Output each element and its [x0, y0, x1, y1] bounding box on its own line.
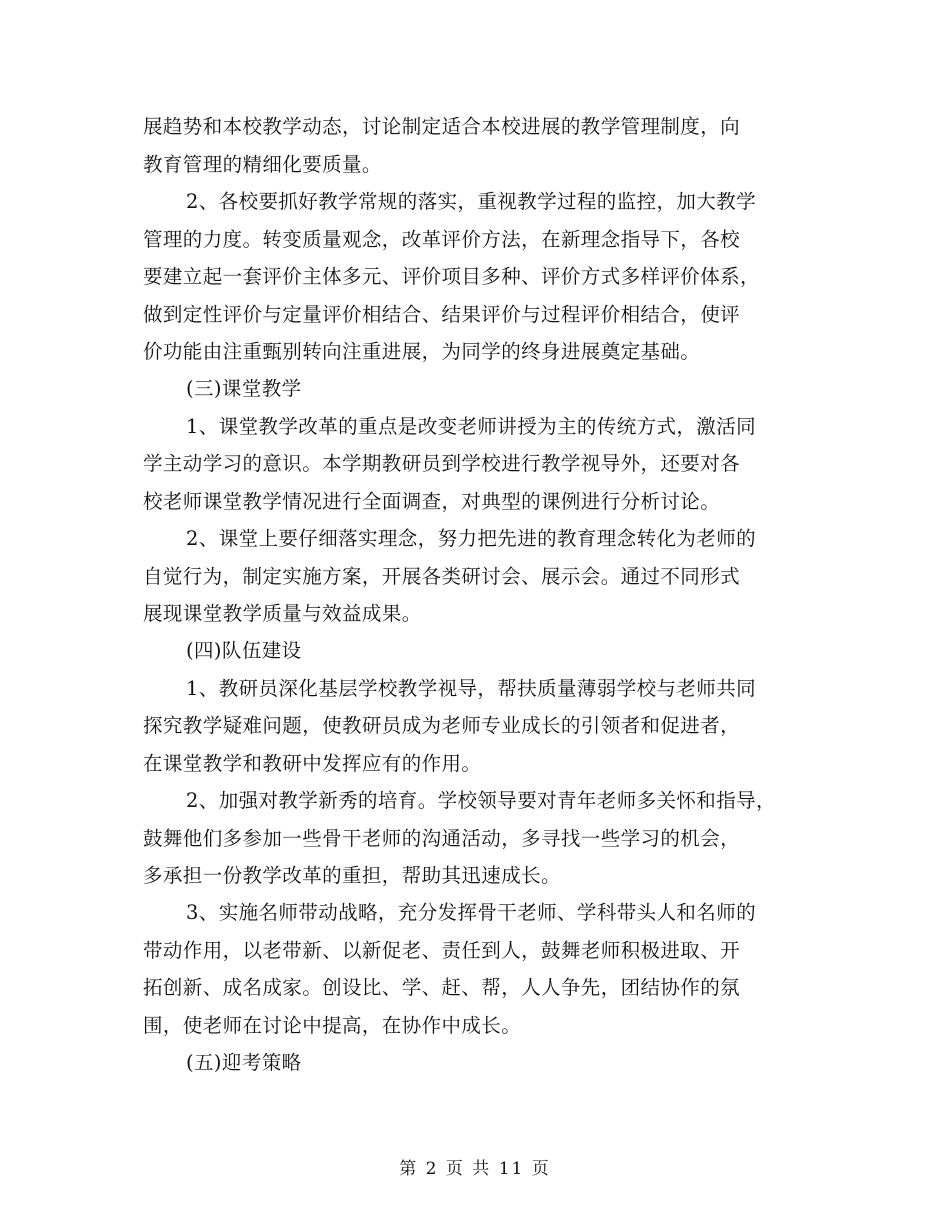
section-heading: (四)队伍建设 [186, 639, 302, 662]
text-line: 展趋势和本校教学动态，讨论制定适合本校进展的教学管理制度，向 [143, 115, 741, 138]
text-line: 自觉行为，制定实施方案，开展各类研讨会、展示会。通过不同形式 [143, 565, 741, 588]
text-line: 2、课堂上要仔细落实理念，努力把先进的教育理念转化为老师的 [186, 527, 757, 550]
text-line: 带动作用，以老带新、以新促老、责任到人，鼓舞老师积极进取、开 [143, 939, 741, 962]
text-line: 在课堂教学和教研中发挥应有的作用。 [143, 752, 482, 775]
text-line: 教育管理的精细化要质量。 [143, 153, 382, 176]
text-line: 拓创新、成名成家。创设比、学、赶、帮，人人争先，团结协作的氛 [143, 976, 741, 999]
text-line: 2、加强对教学新秀的培育。学校领导要对青年老师多关怀和指导， [186, 789, 776, 812]
text-line: 2、各校要抓好教学常规的落实，重视教学过程的监控，加大教学 [186, 190, 757, 213]
page-footer: 第 2 页 共 11 页 [399, 1159, 551, 1179]
text-line: 管理的力度。转变质量观念，改革评价方法，在新理念指导下，各校 [143, 228, 741, 251]
text-line: 多承担一份教学改革的重担，帮助其迅速成长。 [143, 864, 561, 887]
section-heading: (三)课堂教学 [186, 377, 302, 400]
text-line: 要建立起一套评价主体多元、评价项目多种、评价方式多样评价体系， [143, 265, 760, 288]
text-line: 展现课堂教学质量与效益成果。 [143, 602, 422, 625]
text-line: 3、实施名师带动战略，充分发挥骨干老师、学科带头人和名师的 [186, 901, 757, 924]
section-heading: (五)迎考策略 [186, 1051, 302, 1074]
text-line: 学主动学习的意识。本学期教研员到学校进行教学视导外，还要对各 [143, 452, 741, 475]
text-line: 探究教学疑难问题，使教研员成为老师专业成长的引领者和促进者， [143, 714, 741, 737]
text-line: 围，使老师在讨论中提高，在协作中成长。 [143, 1014, 522, 1037]
text-line: 做到定性评价与定量评价相结合、结果评价与过程评价相结合，使评 [143, 303, 741, 326]
text-line: 鼓舞他们多参加一些骨干老师的沟通活动，多寻找一些学习的机会， [143, 827, 741, 850]
text-line: 价功能由注重甄别转向注重进展，为同学的终身进展奠定基础。 [143, 340, 701, 363]
text-line: 1、课堂教学改革的重点是改变老师讲授为主的传统方式，激活同 [186, 415, 757, 438]
text-line: 校老师课堂教学情况进行全面调查，对典型的课例进行分析讨论。 [143, 490, 721, 513]
text-line: 1、教研员深化基层学校教学视导，帮扶质量薄弱学校与老师共同 [186, 677, 757, 700]
